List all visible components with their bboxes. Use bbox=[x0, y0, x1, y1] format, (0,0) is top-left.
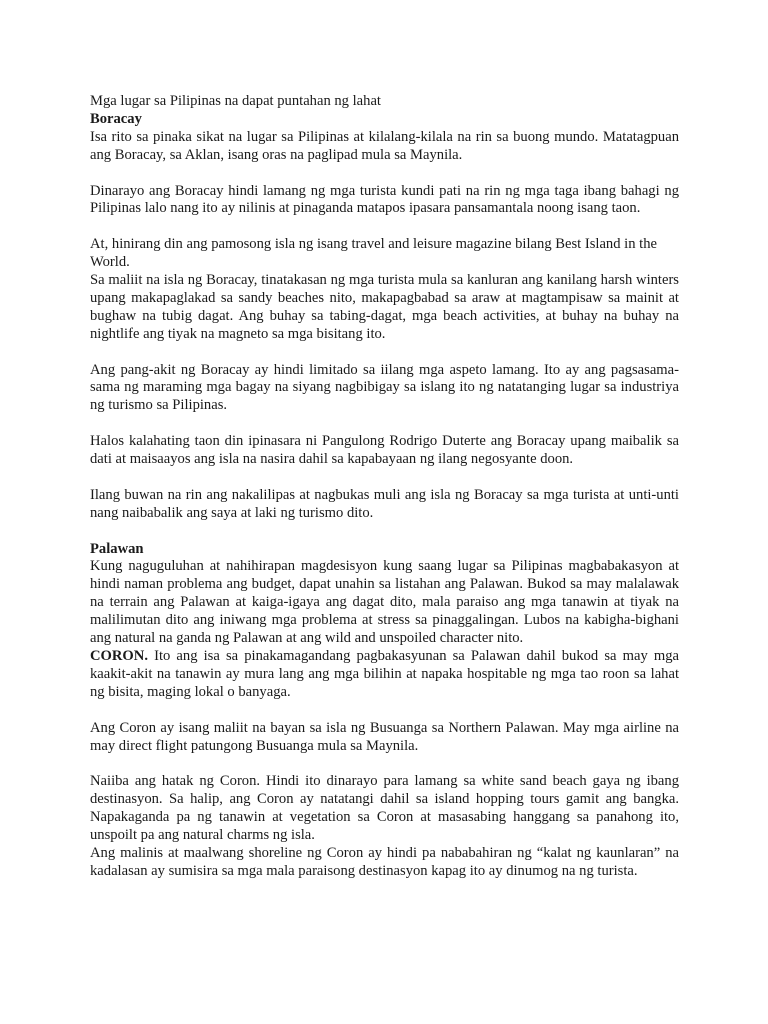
boracay-paragraph-2: Dinarayo ang Boracay hindi lamang ng mga turista kundi pati na rin ng mga taga ibang bahagi ng Pilipinas lalo nang ito ay nilinis at pinaganda matapos ipasara pansamantala noong isang taon. bbox=[90, 182, 679, 217]
document-title: Mga lugar sa Pilipinas na dapat puntahan ng lahat bbox=[90, 93, 381, 109]
paragraph-gap bbox=[90, 218, 679, 236]
boracay-paragraph-3: At, hinirang din ang pamosong isla ng isang travel and leisure magazine bilang Best Island in the World. bbox=[90, 236, 657, 271]
coron-paragraph-1: Ang Coron ay isang maliit na bayan sa isla ng Busuanga sa Northern Palawan. May mga airline na may direct flight patungong Busuanga mula sa Maynila. bbox=[90, 719, 679, 754]
boracay-paragraph-4: Sa maliit na isla ng Boracay, tinatakasan ng mga turista mula sa kanluran ang kanilang harsh winters upang makapaglakad sa sandy beaches nito, makapagbabad sa araw at magtampisaw sa mainit at bughaw na tubig dagat. Ang buhay sa tabing-dagat, mga beach activities, at buhay na buhay na nightlife ang tiyak na magneto sa mga bisitang ito. bbox=[90, 272, 679, 342]
paragraph-gap bbox=[90, 702, 679, 720]
coron-label: CORON. bbox=[90, 648, 148, 664]
paragraph-gap bbox=[90, 469, 679, 487]
boracay-paragraph-1: Isa rito sa pinaka sikat na lugar sa Pilipinas at kilalang-kilala na rin sa buong mundo. Matatagpuan ang Boracay, sa Aklan, isang oras na paglipad mula sa Maynila. bbox=[90, 128, 679, 163]
paragraph-gap bbox=[90, 165, 679, 183]
section-heading-boracay: Boracay bbox=[90, 110, 142, 127]
boracay-paragraph-6: Halos kalahating taon din ipinasara ni Pangulong Rodrigo Duterte ang Boracay upang maibalik sa dati at maisaayos ang isla na nasira dahil sa kapabayaan ng ilang negosyante doon. bbox=[90, 433, 679, 468]
coron-paragraph-2: Naiiba ang hatak ng Coron. Hindi ito dinarayo para lamang sa white sand beach gaya ng ibang destinasyon. Sa halip, ang Coron ay natatangi dahil sa island hopping tours gamit ang bangka. Napakaganda pa ng tanawin at vegetation sa Coron at masasabing hanggang sa panahong ito, unspoilt pa ang natural charms ng isla. bbox=[90, 773, 679, 844]
boracay-paragraph-7: Ilang buwan na rin ang nakalilipas at nagbukas muli ang isla ng Boracay sa mga turista at unti-unti nang naibabalik ang saya at laki ng turismo dito. bbox=[90, 486, 679, 521]
paragraph-gap bbox=[90, 755, 679, 773]
coron-intro-text: Ito ang isa sa pinakamagandang pagbakasyunan sa Palawan dahil bukod sa may mga kaakit-akit na tanawin ay mura lang ang mga bilihin at napaka hospitable ng mga tao roon sa lahat ng bisita, maging lokal o banyaga. bbox=[90, 648, 679, 700]
boracay-paragraph-5: Ang pang-akit ng Boracay ay hindi limitado sa iilang mga aspeto lamang. Ito ay ang pagsasama-sama ng maraming mga bagay na siyang nagbibigay sa islang ito ng natatanging lugar sa industriya ng turismo sa Pilipinas. bbox=[90, 361, 679, 414]
paragraph-gap bbox=[90, 523, 679, 541]
coron-paragraph-3: Ang malinis at maalwang shoreline ng Coron ay hindi pa nababahiran ng “kalat ng kaunlaran” na kadalasan ay sumisira sa mga mala paraisong destinasyon kapag ito ay dinumog na ng turista. bbox=[90, 844, 679, 879]
document-body bbox=[90, 93, 679, 881]
palawan-paragraph: Kung naguguluhan at nahihirapan magdesisyon kung saang lugar sa Pilipinas magbabakasyon at hindi naman problema ang budget, dapat unahin sa listahan ang Palawan. Bukod sa may malalawak na terrain ang Palawan at kaiga-igaya ang dagat dito, mala paraiso ang mga tanawin at tiyak na malilimutan dito ang iniwang mga problema at stress sa pinaggalingan. Lubos na kabigha-bighani ang natural na ganda ng Palawan at ang wild and unspoiled character nito. bbox=[90, 558, 679, 647]
section-heading-palawan: Palawan bbox=[90, 540, 144, 557]
paragraph-gap bbox=[90, 344, 679, 362]
paragraph-gap bbox=[90, 415, 679, 433]
coron-intro-paragraph bbox=[90, 648, 679, 702]
